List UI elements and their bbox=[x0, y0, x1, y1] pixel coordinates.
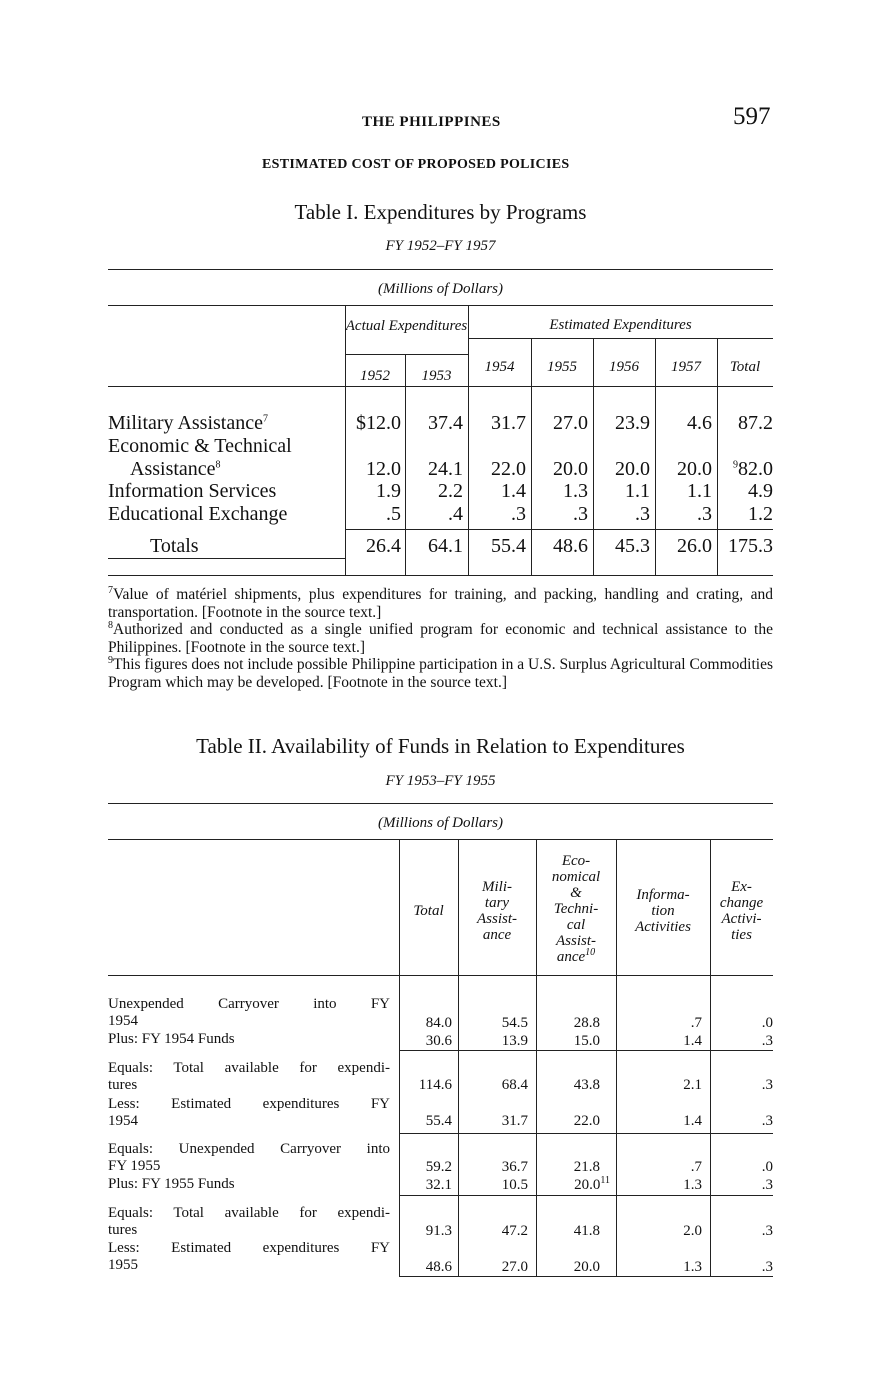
table2-cell: 2.1 bbox=[683, 1077, 702, 1093]
table2-cell: .3 bbox=[761, 1077, 773, 1093]
table2-cell: .3 bbox=[761, 1223, 773, 1239]
group-actual-expenditures: Actual Expenditures bbox=[345, 318, 468, 334]
table2-cell: 20.0$^{11}$ bbox=[574, 1175, 610, 1193]
col-military-assistance: Mili- tary Assist- ance bbox=[476, 879, 517, 943]
row-label-totals: Totals bbox=[150, 535, 199, 557]
table1-cell: 4.6 bbox=[687, 412, 712, 434]
table2-cell: 10.5 bbox=[501, 1177, 528, 1193]
table2-cell: 48.6 bbox=[425, 1259, 452, 1275]
table1-cell: 4.9 bbox=[748, 480, 773, 502]
table2-cell: .3 bbox=[761, 1259, 773, 1275]
table1-cell: .4 bbox=[448, 503, 463, 525]
table2-cell: 47.2 bbox=[501, 1223, 528, 1239]
running-title: THE PHILIPPINES bbox=[362, 114, 501, 130]
table1-cell: 20.0 bbox=[677, 458, 712, 480]
table1-cell: 26.4 bbox=[366, 535, 401, 557]
table2-cell: 114.6 bbox=[418, 1077, 452, 1093]
col-1953: 1953 bbox=[421, 368, 452, 384]
table2-cell: 1.3 bbox=[683, 1259, 702, 1275]
table2-rule-top bbox=[108, 803, 773, 804]
table1-cell: .3 bbox=[635, 503, 650, 525]
table1-title: Table I. Expenditures by Programs bbox=[294, 200, 587, 224]
footnote-7: $^7$Value of matériel shipments, plus expenditures for training, and packing, handling and crating, and transportation. [Footnote in the source text.] bbox=[108, 584, 773, 621]
col-information-activities: Informa- tion Activities bbox=[635, 887, 691, 935]
table2-cell: .0 bbox=[761, 1015, 773, 1031]
table2-cell: 36.7 bbox=[501, 1159, 528, 1175]
col-exchange-activities: Ex- change Activi- ties bbox=[719, 879, 764, 943]
table2-units: (Millions of Dollars) bbox=[377, 815, 503, 831]
table2-cell: .3 bbox=[761, 1113, 773, 1129]
table1-cell: .3 bbox=[697, 503, 712, 525]
table1-cell: 1.2 bbox=[748, 503, 773, 525]
table1-cell: 2.2 bbox=[438, 480, 463, 502]
table1-cell: 45.3 bbox=[615, 535, 650, 557]
table2-cell: 1.3 bbox=[683, 1177, 702, 1193]
row-label-military: Military Assistance$^7$ bbox=[108, 412, 268, 434]
table2-row-label: Equals: Total available for expendi- tures bbox=[108, 1205, 390, 1238]
col-1955: 1955 bbox=[547, 359, 577, 375]
table2-row-label: Equals: Unexpended Carryover into FY 1955 bbox=[108, 1141, 390, 1174]
table2-cell: 32.1 bbox=[425, 1177, 452, 1193]
table2-cell: 1.4 bbox=[683, 1033, 702, 1049]
table1-cell: 31.7 bbox=[491, 412, 526, 434]
table1-cell: 1.1 bbox=[687, 480, 712, 502]
footnote-8: $^8$Authorized and conducted as a single unified program for economic and technical assistance to the Philippines. [Footnote in the source text.] bbox=[108, 619, 773, 656]
table2-cell: .7 bbox=[690, 1015, 702, 1031]
row-label-economic-cont: Assistance$^8$ bbox=[130, 458, 221, 480]
table2-cell: 27.0 bbox=[501, 1259, 528, 1275]
col-1952: 1952 bbox=[360, 368, 390, 384]
table1-cell: .3 bbox=[511, 503, 526, 525]
table2-cell: 2.0 bbox=[683, 1223, 702, 1239]
table1-cell: 20.0 bbox=[615, 458, 650, 480]
table2-cell: 20.0 bbox=[573, 1259, 600, 1275]
table2-row-label: Equals: Total available for expendi- tures bbox=[108, 1060, 390, 1093]
row-label-information: Information Services bbox=[108, 480, 277, 502]
table1-cell: 20.0 bbox=[553, 458, 588, 480]
table2-title: Table II. Availability of Funds in Relation to Expenditures bbox=[196, 734, 685, 758]
table1-cell: 23.9 bbox=[615, 412, 650, 434]
table1-cell: 1.9 bbox=[376, 480, 401, 502]
table1-cell: 87.2 bbox=[738, 412, 773, 434]
table1-cell: $^9$82.0 bbox=[733, 458, 773, 480]
table2-cell: 68.4 bbox=[501, 1077, 528, 1093]
table2-row-label: Less: Estimated expenditures FY 1954 bbox=[108, 1096, 390, 1129]
table2-cell: 55.4 bbox=[425, 1113, 452, 1129]
table2-cell: 43.8 bbox=[573, 1077, 600, 1093]
table2-cell: .0 bbox=[761, 1159, 773, 1175]
table1-fy-range: FY 1952–FY 1957 bbox=[385, 238, 496, 254]
col-1957: 1957 bbox=[671, 359, 701, 375]
table1-cell: 64.1 bbox=[428, 535, 463, 557]
table1-cell: 175.3 bbox=[728, 535, 773, 557]
table1-rule-head bbox=[108, 305, 773, 306]
col-1954: 1954 bbox=[484, 359, 515, 375]
table2-row-label: Plus: FY 1955 Funds bbox=[108, 1176, 235, 1192]
table1-cell: 1.4 bbox=[501, 480, 526, 502]
table2-cell: 15.0 bbox=[573, 1033, 600, 1049]
row-label-educational: Educational Exchange bbox=[108, 503, 288, 525]
table1-cell: .5 bbox=[386, 503, 401, 525]
table1-cell: 55.4 bbox=[491, 535, 526, 557]
table2-cell: 1.4 bbox=[683, 1113, 702, 1129]
table1-cell: 22.0 bbox=[491, 458, 526, 480]
col-economic-technical-assistance: Eco- nomical & Techni- cal Assist- ance$^{10}$ bbox=[551, 853, 601, 965]
table1-cell: 26.0 bbox=[677, 535, 712, 557]
table2-row-label: Unexpended Carryover into FY 1954 bbox=[108, 996, 390, 1029]
table1-units: (Millions of Dollars) bbox=[377, 281, 503, 297]
section-title: ESTIMATED COST OF PROPOSED POLICIES bbox=[262, 157, 570, 172]
table2-rule-head bbox=[108, 839, 773, 840]
col-total: Total bbox=[729, 359, 761, 375]
table2-cell: 31.7 bbox=[501, 1113, 528, 1129]
table2-cell: .7 bbox=[690, 1159, 702, 1175]
table2-row-label: Less: Estimated expenditures FY 1955 bbox=[108, 1240, 390, 1273]
table2-cell: 30.6 bbox=[425, 1033, 452, 1049]
table1-cell: .3 bbox=[573, 503, 588, 525]
row-label-economic: Economic & Technical bbox=[108, 435, 292, 457]
table2-cell: 84.0 bbox=[425, 1015, 452, 1031]
table1-cell: 27.0 bbox=[553, 412, 588, 434]
page-number: 597 bbox=[733, 103, 771, 130]
table2-cell: 91.3 bbox=[425, 1223, 452, 1239]
table2-cell: 41.8 bbox=[573, 1223, 600, 1239]
table2-cell: 13.9 bbox=[501, 1033, 528, 1049]
table2-cell: 28.8 bbox=[573, 1015, 600, 1031]
table1-cell: 37.4 bbox=[428, 412, 463, 434]
col-1956: 1956 bbox=[609, 359, 639, 375]
table1-cell: 1.3 bbox=[563, 480, 588, 502]
table1-rule-top bbox=[108, 269, 773, 270]
table2-cell: 22.0 bbox=[573, 1113, 600, 1129]
table2-cell: 59.2 bbox=[425, 1159, 452, 1175]
table2-cell: .3 bbox=[761, 1177, 773, 1193]
table1-cell: 48.6 bbox=[553, 535, 588, 557]
table1-cell: 12.0 bbox=[366, 458, 401, 480]
table2-cell: .3 bbox=[761, 1033, 773, 1049]
col-total: Total bbox=[413, 903, 444, 919]
footnote-9: $^9$This figures does not include possible Philippine participation in a U.S. Surplus Agricultural Commodities Program which may be developed. [Footnote in the source text.] bbox=[108, 654, 773, 691]
table2-row-label: Plus: FY 1954 Funds bbox=[108, 1031, 235, 1047]
table1-cell: $12.0 bbox=[356, 412, 401, 434]
group-estimated-expenditures: Estimated Expenditures bbox=[549, 317, 692, 333]
table2-cell: 54.5 bbox=[501, 1015, 528, 1031]
table2-cell: 21.8 bbox=[573, 1159, 600, 1175]
table2-fy-range: FY 1953–FY 1955 bbox=[385, 773, 496, 789]
table1-cell: 1.1 bbox=[625, 480, 650, 502]
table1-cell: 24.1 bbox=[428, 458, 463, 480]
